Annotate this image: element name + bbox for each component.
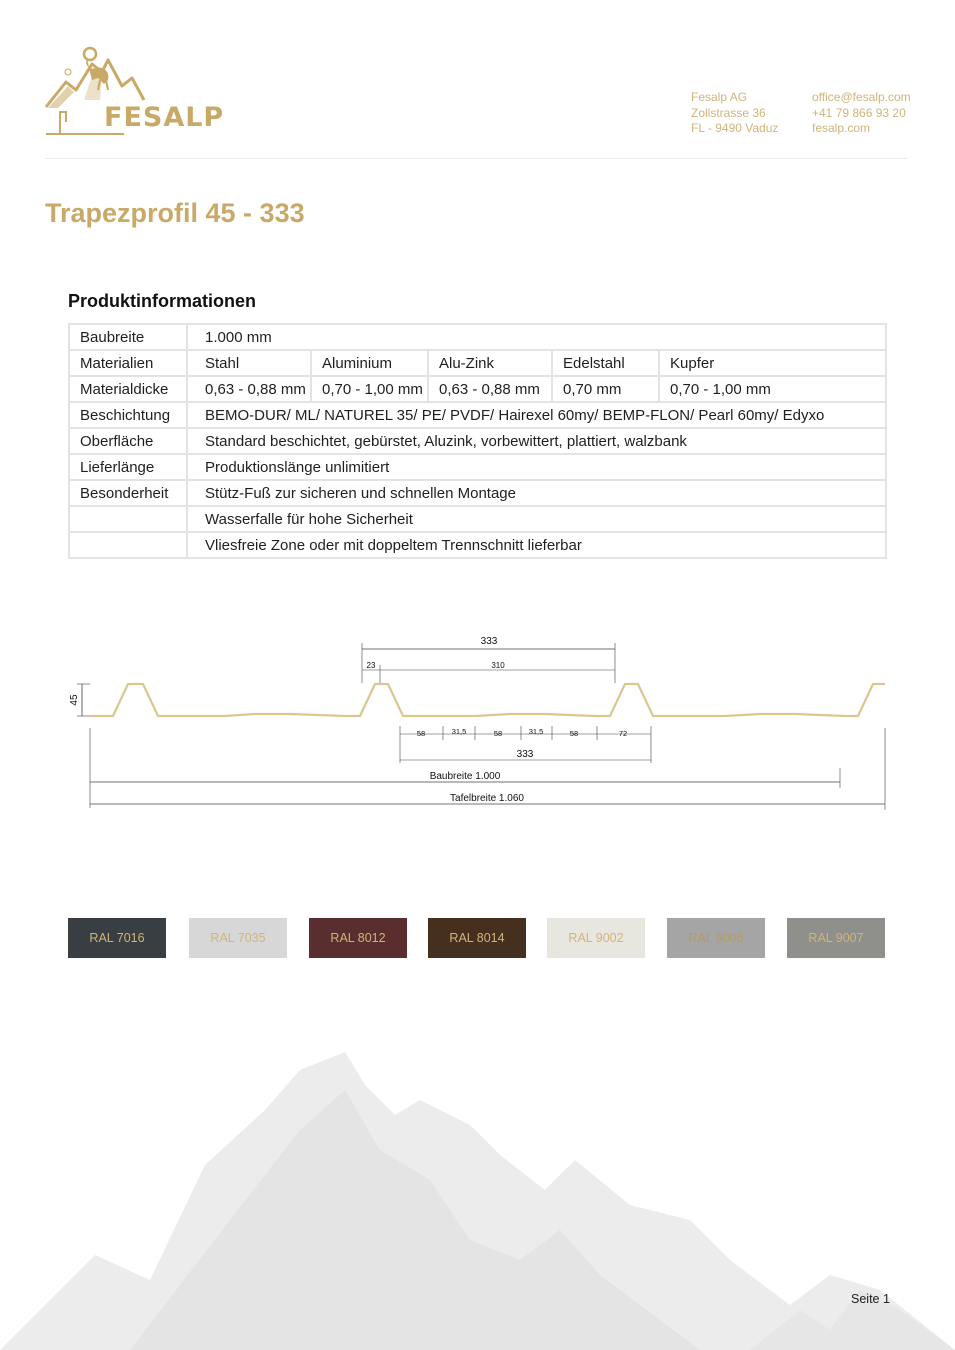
- cell-value: Aluminium: [311, 350, 428, 376]
- swatch-label: RAL 9002: [568, 931, 624, 945]
- row-label-empty: [69, 506, 187, 532]
- cell-value: BEMO-DUR/ ML/ NATUREL 35/ PE/ PVDF/ Hairexel 60my/ BEMP-FLON/ Pearl 60my/ Edyxo: [187, 402, 886, 428]
- cell-value: 0,63 - 0,88 mm: [187, 376, 311, 402]
- cell-value: Alu-Zink: [428, 350, 552, 376]
- color-swatch-ral-8014[interactable]: [428, 918, 526, 958]
- dimension-label-bottom: 333: [516, 749, 534, 760]
- segment-label: 31,5: [528, 727, 544, 736]
- cell-value: Edelstahl: [552, 350, 659, 376]
- swatch-label: RAL 9007: [808, 931, 864, 945]
- table-row: [69, 324, 886, 350]
- row-label: Materialdicke: [69, 376, 187, 402]
- segment-label: 58: [493, 729, 503, 738]
- dimension-label-gap: 310: [491, 661, 505, 670]
- website-link[interactable]: fesalp.com: [812, 121, 871, 135]
- email-link[interactable]: office@fesalp.com: [812, 90, 911, 104]
- cell-value: 0,70 - 1,00 mm: [311, 376, 428, 402]
- company-name: Fesalp AG: [691, 90, 748, 104]
- dimension-label-top: 333: [480, 636, 498, 647]
- row-label: Baubreite: [69, 324, 187, 350]
- cell-value: Vliesfreie Zone oder mit doppeltem Trennschnitt lieferbar: [187, 532, 886, 558]
- company-contact: [812, 90, 911, 137]
- phone-number[interactable]: +41 79 866 93 20: [812, 105, 906, 120]
- row-label: Materialien: [69, 350, 187, 376]
- table-row: [69, 350, 886, 376]
- row-label: Beschichtung: [69, 402, 187, 428]
- page-title: Trapezprofil 45 - 333: [45, 198, 305, 228]
- company-city: FL - 9490 Vaduz: [691, 121, 779, 135]
- baubreite-label: Baubreite 1.000: [429, 771, 501, 782]
- cell-value: 0,63 - 0,88 mm: [428, 376, 552, 402]
- table-row: [69, 480, 886, 506]
- cell-value: Stütz-Fuß zur sicheren und schnellen Montage: [187, 480, 886, 506]
- table-row: [69, 454, 886, 480]
- swatch-label: RAL 9006: [688, 931, 744, 945]
- row-label-empty: [69, 532, 187, 558]
- table-row: [69, 402, 886, 428]
- row-label: Lieferlänge: [69, 454, 187, 480]
- color-swatch-ral-9002[interactable]: [547, 918, 645, 958]
- cell-value: 0,70 mm: [552, 376, 659, 402]
- swatch-label: RAL 8012: [330, 931, 386, 945]
- cell-value: 1.000 mm: [187, 324, 886, 350]
- segment-label: 58: [416, 729, 426, 738]
- table-row: [69, 376, 886, 402]
- company-street: Zollstrasse 36: [691, 105, 766, 120]
- segment-label: 72: [618, 729, 628, 738]
- cell-value: Standard beschichtet, gebürstet, Aluzink, vorbewittert, plattiert, walzbank: [187, 428, 886, 454]
- swatch-label: RAL 7016: [89, 931, 145, 945]
- table-row: [69, 506, 886, 532]
- color-swatch-ral-9007[interactable]: [787, 918, 885, 958]
- color-swatch-ral-7016[interactable]: [68, 918, 166, 958]
- cell-value: Wasserfalle für hohe Sicherheit: [187, 506, 886, 532]
- segment-label: 31,5: [451, 727, 467, 736]
- table-row: [69, 428, 886, 454]
- cell-value: 0,70 - 1,00 mm: [659, 376, 886, 402]
- row-label: Oberfläche: [69, 428, 187, 454]
- color-swatch-ral-7035[interactable]: [189, 918, 287, 958]
- segment-label: 58: [569, 729, 579, 738]
- color-swatches: [68, 918, 888, 958]
- cell-value: Stahl: [187, 350, 311, 376]
- color-swatch-ral-8012[interactable]: [309, 918, 407, 958]
- brand-name: FESALP: [104, 102, 225, 133]
- page-number: Seite 1: [851, 1292, 890, 1306]
- tafelbreite-label: Tafelbreite 1.060: [450, 793, 524, 804]
- swatch-label: RAL 7035: [210, 931, 266, 945]
- header-divider: [45, 158, 908, 159]
- product-info-table: [68, 323, 887, 559]
- table-row: [69, 532, 886, 558]
- company-address: [691, 90, 778, 137]
- page-header: [0, 0, 955, 160]
- dimension-label-crest: 23: [366, 661, 376, 670]
- dimension-label-height: 45: [69, 694, 80, 706]
- background-mountains: [0, 1030, 955, 1350]
- cell-value: Kupfer: [659, 350, 886, 376]
- color-swatch-ral-9006[interactable]: [667, 918, 765, 958]
- trapezoid-profile: [90, 684, 885, 716]
- row-label: Besonderheit: [69, 480, 187, 506]
- swatch-label: RAL 8014: [449, 931, 505, 945]
- section-title: Produktinformationen: [68, 291, 256, 311]
- cell-value: Produktionslänge unlimitiert: [187, 454, 886, 480]
- profile-diagram: [55, 628, 895, 818]
